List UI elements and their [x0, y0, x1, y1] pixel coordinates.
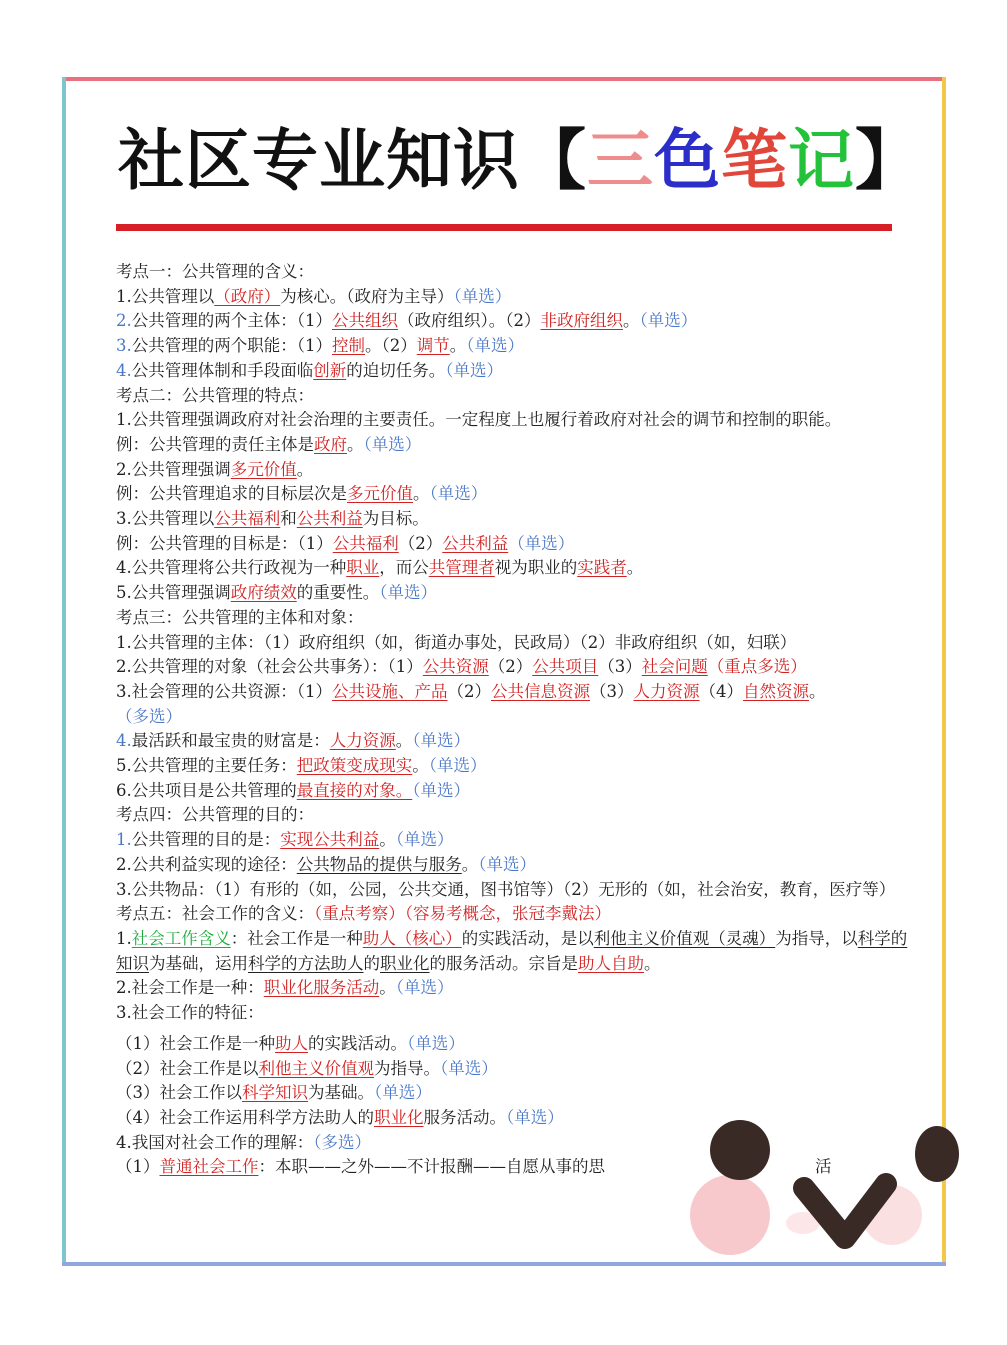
note-line: 4.公共管理将公共行政视为一种职业，而公共管理者视为职业的实践者。: [116, 558, 644, 578]
note-line: 3.公共管理的两个职能：（1）控制。（2）调节。（单选）: [116, 336, 524, 356]
note-line: 2.社会工作是一种：职业化服务活动。（单选）: [116, 978, 454, 998]
section-heading-4: 考点四：公共管理的目的：: [116, 805, 314, 825]
note-line: 1.公共管理的主体：（1）政府组织（如，街道办事处，民政局）（2）非政府组织（如，妇联）: [116, 632, 797, 652]
frame-top-edge: [62, 77, 946, 81]
note-line: 3.社会工作的特征：: [116, 1003, 264, 1023]
decorative-sticker: [690, 1120, 950, 1265]
notes-body: [116, 260, 916, 1180]
note-line: 1.社会工作含义：社会工作是一种助人（核心）的实践活动，是以利他主义价值观（灵魂）为指导，以科学的知识为基础，运用科学的方法助人的职业化的服务活动。宗旨是助人自助。: [116, 928, 908, 973]
note-line: （1）社会工作是一种助人的实践活动。（单选）: [116, 1033, 465, 1053]
title-open-bracket: 【: [520, 122, 587, 199]
title-char-4: 记: [788, 122, 855, 199]
frame-right-edge: [942, 77, 946, 1266]
note-line: 3.公共管理以公共福利和公共利益为目标。: [116, 509, 429, 529]
note-line: （1）普通社会工作：本职——之外——不计报酬——自愿从事的思 活: [116, 1157, 832, 1177]
note-line: 2.公共管理强调多元价值。: [116, 459, 314, 479]
frame-left-edge: [62, 77, 66, 1266]
title-char-3: 笔: [721, 122, 788, 199]
note-line: 3.社会管理的公共资源：（1）公共设施、产品（2）公共信息资源（3）人力资源（4）自然资源。: [116, 681, 826, 701]
title-close-bracket: 】: [855, 122, 922, 199]
note-line-tag: （多选）: [116, 706, 182, 726]
note-line: （4）社会工作运用科学方法助人的职业化服务活动。（单选）: [116, 1107, 564, 1127]
section-heading-3: 考点三：公共管理的主体和对象：: [116, 607, 364, 627]
note-line: 1.公共管理的目的是：实现公共利益。（单选）: [116, 830, 454, 850]
note-line: 2.公共管理的对象（社会公共事务）：（1）公共资源（2）公共项目（3）社会问题（重点多选）: [116, 657, 807, 677]
note-line: 6.公共项目是公共管理的最直接的对象。（单选）: [116, 780, 470, 800]
note-line: 3.公共物品：（1）有形的（如，公园，公共交通，图书馆等）（2）无形的（如，社会治安，教育，医疗等）: [116, 879, 896, 899]
section-heading-2: 考点二：公共管理的特点：: [116, 385, 314, 405]
note-line: （3）社会工作以科学知识为基础。（单选）: [116, 1083, 432, 1103]
note-line: 4.公共管理体制和手段面临创新的迫切任务。（单选）: [116, 360, 503, 380]
dark-circle-decoration: [915, 1126, 959, 1182]
section-heading-1: 考点一：公共管理的含义：: [116, 262, 314, 281]
note-line: 4.我国对社会工作的理解：（多选）: [116, 1132, 371, 1152]
page-title: [118, 118, 922, 204]
note-line: 例：公共管理追求的目标层次是多元价值。（单选）: [116, 484, 488, 504]
note-line: 2.公共管理的两个主体：（1）公共组织（政府组织）。（2）非政府组织。（单选）: [116, 311, 698, 331]
note-line: 例：公共管理的目标是：（1）公共福利（2）公共利益（单选）: [116, 533, 575, 553]
title-underline: [116, 224, 892, 231]
note-line: 2.公共利益实现的途径：公共物品的提供与服务。（单选）: [116, 854, 536, 874]
smile-mark-decoration: [790, 1170, 900, 1255]
dark-circle-decoration: [710, 1120, 770, 1180]
title-main: 社区专业知识: [118, 122, 520, 199]
pink-circle-decoration: [690, 1175, 770, 1255]
title-char-1: 三: [587, 122, 654, 199]
note-line: 例：公共管理的责任主体是政府。（单选）: [116, 434, 422, 454]
section-heading-5: 考点五：社会工作的含义：（重点考察）（容易考概念，张冠李戴法）: [116, 904, 611, 924]
note-line: 5.公共管理强调政府绩效的重要性。（单选）: [116, 583, 437, 603]
note-line: 5.公共管理的主要任务：把政策变成现实。（单选）: [116, 756, 487, 776]
note-line: 1.公共管理强调政府对社会治理的主要责任。一定程度上也履行着政府对社会的调节和控制的职能。: [116, 410, 842, 430]
note-line: 1.公共管理以（政府）为核心。（政府为主导）（单选）: [116, 286, 512, 306]
note-line: 4.最活跃和最宝贵的财富是：人力资源。（单选）: [116, 731, 470, 751]
title-char-2: 色: [654, 122, 721, 199]
note-line: （2）社会工作是以利他主义价值观为指导。（单选）: [116, 1058, 498, 1078]
